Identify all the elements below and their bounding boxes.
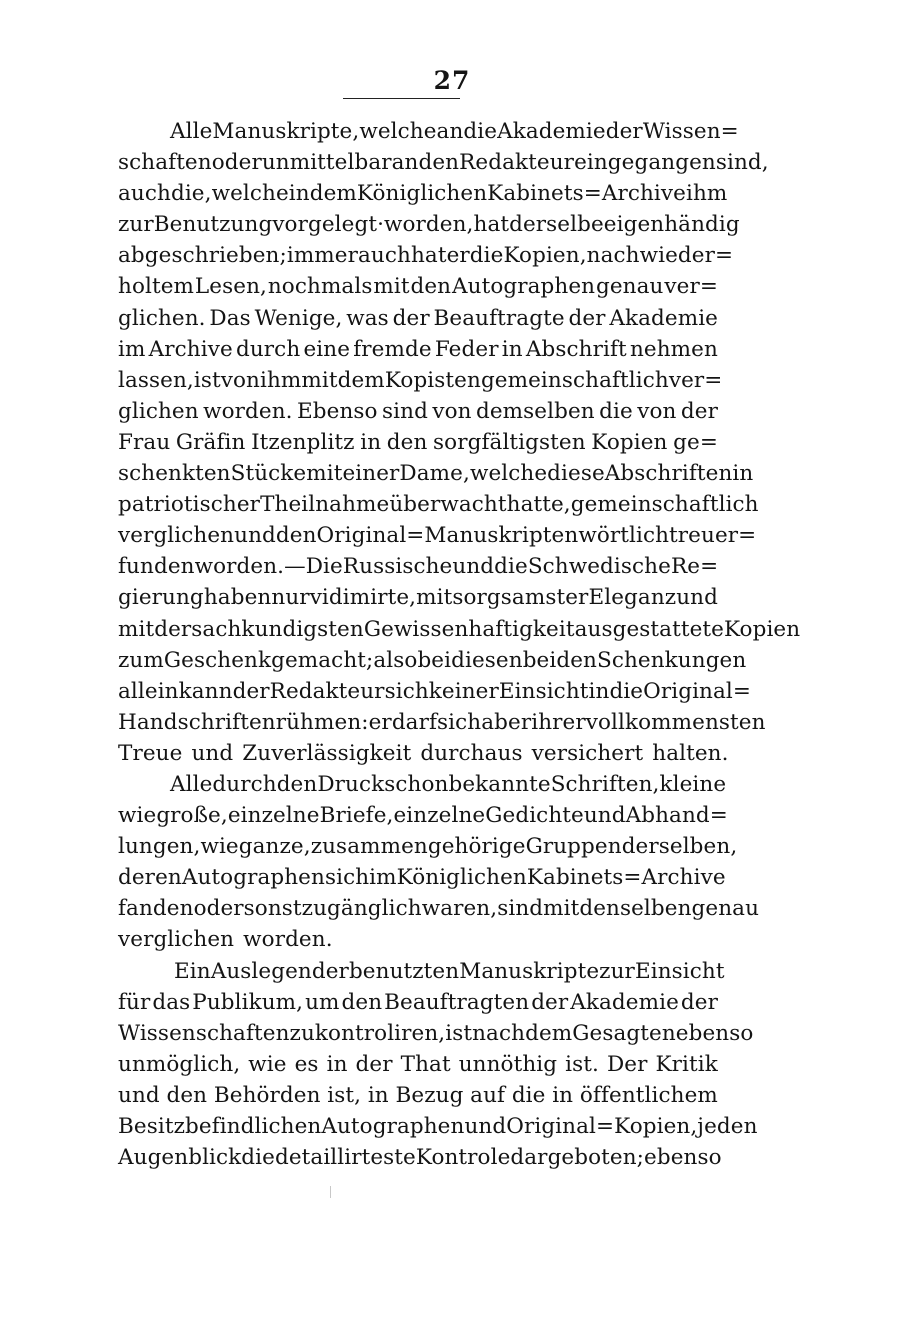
text-line: funden worden. — Die Russische und die Schwedische Re= [118, 554, 719, 580]
text-line: verglichen und den Original=Manuskripten wörtlich treu er= [118, 523, 757, 549]
text-line: für das Publikum, um den Beauftragten der Akademie der [118, 989, 718, 1015]
text-line: zum Geschenk gemacht; also bei diesen beiden Schenkungen [118, 647, 747, 673]
header-rule [343, 98, 460, 99]
text-line: im Archive durch eine fremde Feder in Abschrift nehmen [118, 336, 718, 362]
text-line: Ein Auslegen der benutzten Manuskripte zur Einsicht [174, 958, 725, 984]
text-line: Besitz befindlichen Autographen und Original=Kopien, jeden [118, 1114, 758, 1139]
text-line: Augenblick die detaillirteste Kontrole dargeboten; eben so [118, 1145, 722, 1171]
text-line: mit der sachkundigsten Gewissenhaftigkeit ausgestattete Kopien [118, 616, 801, 642]
text-line: Alle Manuskripte, welche an die Akademie der Wissen= [170, 119, 739, 144]
text-line: Frau Gräfin Itzenplitz in den sorgfältigsten Kopien ge= [118, 429, 718, 455]
text-line: glichen. Das Wenige, was der Beauftragte der Akademie [118, 305, 718, 331]
text-line: schaften oder unmittelbar an den Redakteur eingegangen sind, [118, 150, 769, 176]
paragraph-2 [118, 769, 760, 956]
text-line: fanden oder sonst zugänglich waren, sind mit denselben genau [118, 896, 760, 922]
text-line: wie große, einzelne Briefe, einzelne Gedichte und Abhand= [118, 803, 728, 829]
text-line: unmöglich, wie es in der That unnöthig ist. Der Kritik [118, 1051, 718, 1077]
text-line: zur Benutzung vorgelegt·worden, hat derselbe eigenhändig [118, 212, 740, 238]
text-line: allein kann der Redakteur sich keiner Einsicht in die Original= [118, 678, 752, 704]
paper-speck [330, 1186, 331, 1198]
text-line: auch die, welche in dem Königlichen Kabinets=Archive ihm [118, 181, 728, 207]
paragraph-3 [118, 956, 758, 1174]
paragraph-1 [118, 116, 801, 769]
text-line: Treue und Zuverlässigkeit durchaus versichert halten. [118, 740, 729, 766]
text-line: patriotischer Theilnahme überwacht hatte, gemeinschaftlich [118, 492, 759, 518]
text-line: verglichen worden. [118, 927, 333, 953]
text-line: deren Autographen sich im Königlichen Kabinets=Archive [118, 865, 726, 891]
page-number: 27 [433, 66, 471, 95]
text-line: Wissenschaften zu kontroliren, ist nach dem Gesagten eben so [118, 1020, 754, 1046]
text-line: Handschriften rühmen: er darf sich aber ihrer vollkommensten [118, 709, 766, 735]
text-line: lungen, wie ganze, zusammen gehörige Gruppen derselben, [118, 834, 738, 860]
text-line: glichen worden. Ebenso sind von demselben die von der [118, 398, 718, 424]
text-line: gierung haben nur vidimirte, mit sorgsamster Eleganz und [118, 585, 718, 611]
text-body [118, 116, 801, 1173]
text-line: holtem Lesen, nochmals mit den Autographen genau ver= [118, 274, 718, 300]
text-line: schenkten Stücke mit einer Dame, welche diese Abschriften in [118, 461, 754, 487]
text-line: lassen, ist von ihm mit dem Kopisten gemeinschaftlich ver= [118, 367, 723, 393]
text-line: und den Behörden ist, in Bezug auf die in öffentlichem [118, 1082, 718, 1108]
text-line: abgeschrieben; immer auch hat er die Kopien, nach wieder= [118, 243, 734, 269]
text-line: Alle durch den Druck schon bekannte Schriften, kleine [170, 771, 727, 797]
